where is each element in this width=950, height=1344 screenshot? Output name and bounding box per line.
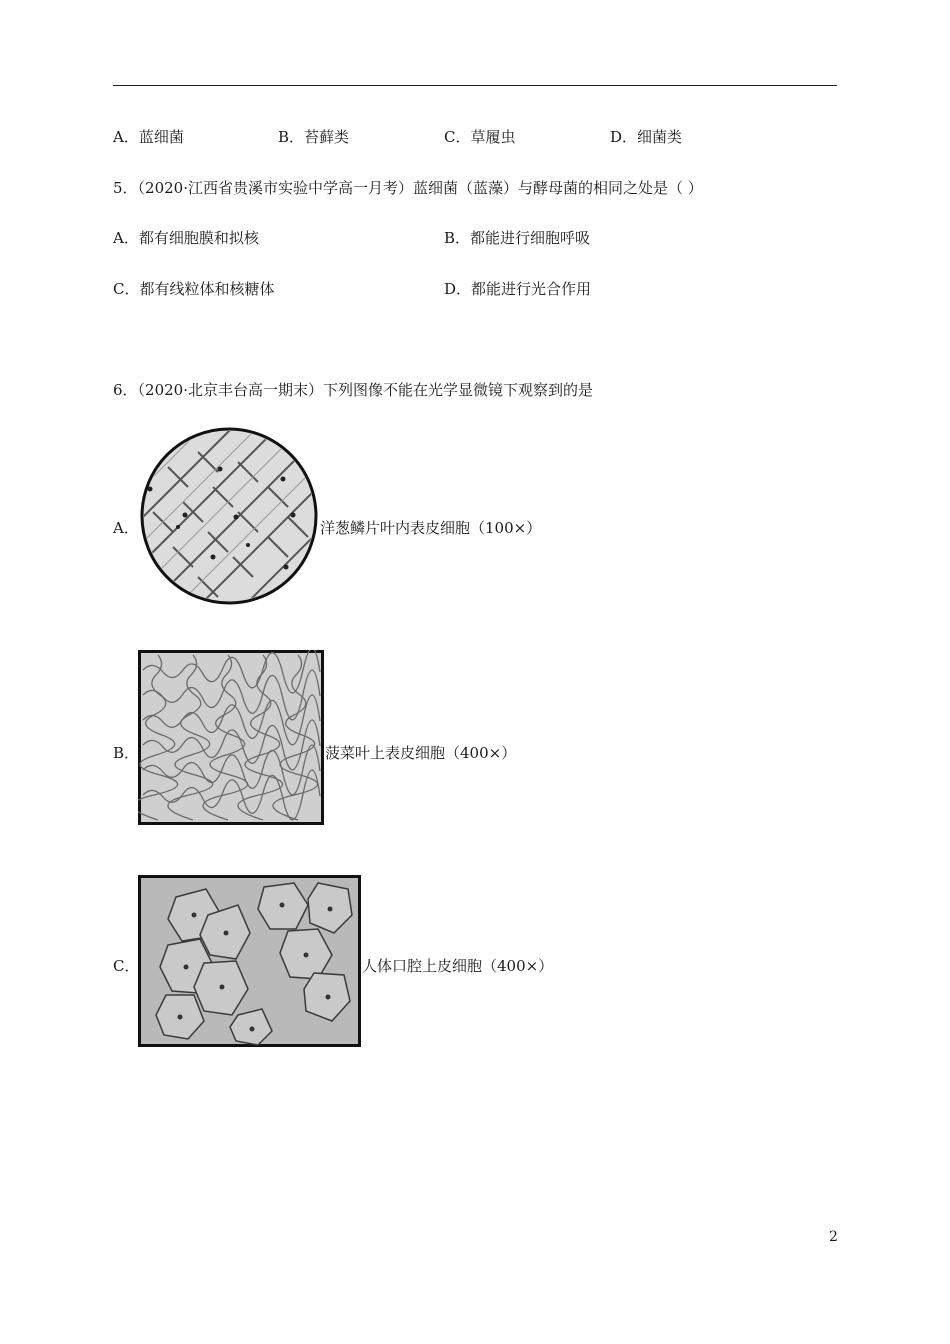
page-number: 2 — [829, 1229, 838, 1245]
q5-stem: 5．（2020·江西省贵溪市实验中学高一月考）蓝细菌（蓝藻）与酵母菌的相同之处是（ ） — [113, 179, 703, 197]
header-rule — [113, 85, 837, 86]
spinach-epidermis-micrograph — [138, 650, 324, 825]
q4-option-d: D．细菌类 — [610, 128, 683, 146]
q6-option-c-caption: 人体口腔上皮细胞（400×） — [362, 957, 554, 975]
q4-option-b: B．苔藓类 — [278, 128, 350, 146]
q4-option-a: A．蓝细菌 — [113, 128, 184, 146]
q5-option-d: D．都能进行光合作用 — [444, 280, 592, 298]
q6-option-a-caption: 洋葱鳞片叶内表皮细胞（100×） — [320, 519, 542, 537]
q6-option-c-letter: C． — [113, 957, 140, 975]
cheek-cell-micrograph — [138, 875, 361, 1047]
q5-option-a: A．都有细胞膜和拟核 — [113, 229, 259, 247]
q6-option-b-caption: 菠菜叶上表皮细胞（400×） — [325, 744, 517, 762]
q5-option-c: C．都有线粒体和核糖体 — [113, 280, 275, 298]
q6-stem: 6．（2020·北京丰台高一期末）下列图像不能在光学显微镜下观察到的是 — [113, 381, 593, 399]
onion-epidermis-micrograph — [138, 427, 320, 605]
q6-option-b-letter: B． — [113, 744, 140, 762]
q5-option-b: B．都能进行细胞呼吸 — [444, 229, 591, 247]
q6-option-a-letter: A． — [113, 519, 139, 537]
q4-option-c: C．草履虫 — [444, 128, 516, 146]
